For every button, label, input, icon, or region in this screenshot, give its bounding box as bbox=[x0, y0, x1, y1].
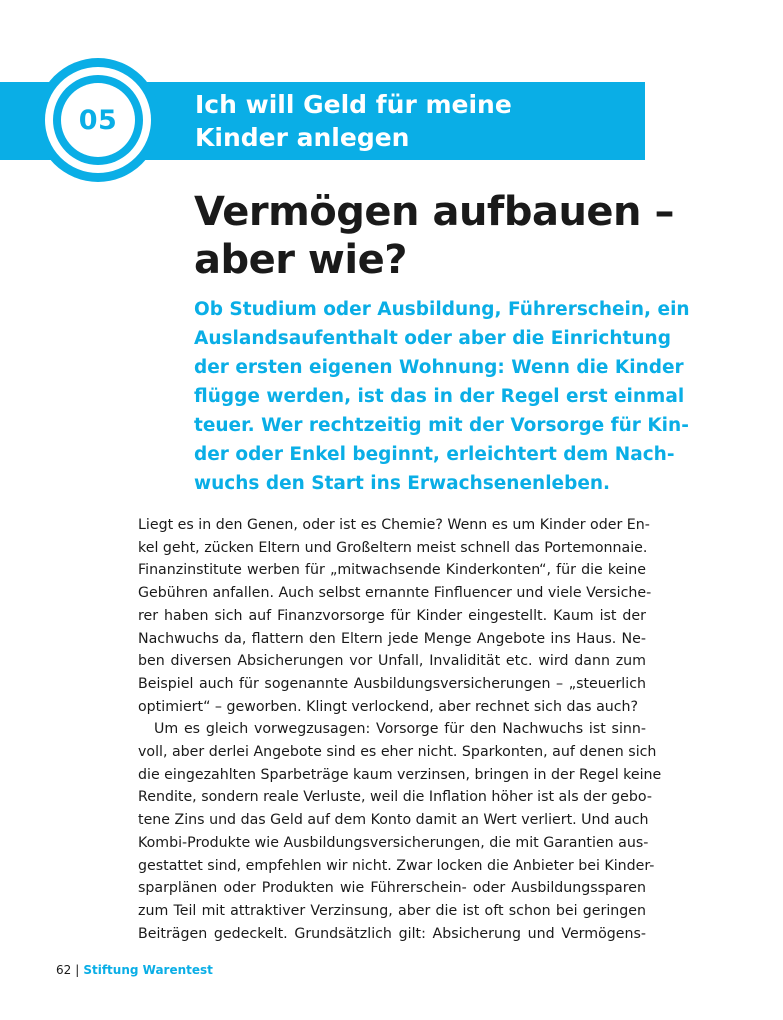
chapter-number: 05 bbox=[78, 104, 118, 136]
body-line: Kombi-Produkte wie Ausbildungsversicherungen, die mit Garantien aus- bbox=[138, 834, 649, 851]
lead-line: der ersten eigenen Wohnung: Wenn die Kinder bbox=[194, 357, 684, 378]
body-line: Liegt es in den Genen, oder ist es Chemie? Wenn es um Kinder oder En- bbox=[138, 517, 650, 533]
body-line: Beiträgen gedeckelt. Grundsätzlich gilt: Absicherung und Vermögens- bbox=[138, 925, 646, 942]
body-line: Gebühren anfallen. Auch selbst ernannte Finfluencer und viele Versiche- bbox=[138, 585, 652, 602]
lead-line: Ob Studium oder Ausbildung, Führerschein, ein bbox=[194, 299, 690, 320]
chapter-badge bbox=[36, 58, 160, 182]
body-line: die eingezahlten Sparbeträge kaum verzinsen, bringen in der Regel keine bbox=[138, 766, 662, 783]
chapter-title-line: Ich will Geld für meine bbox=[195, 90, 512, 119]
chapter-title-line: Kinder anlegen bbox=[195, 123, 410, 152]
lead-line: wuchs den Start ins Erwachsenenleben. bbox=[194, 473, 611, 494]
chapter-title bbox=[195, 88, 635, 154]
page-footer bbox=[56, 963, 213, 977]
lead-line: flügge werden, ist das in der Regel erst einmal bbox=[194, 386, 685, 407]
lead-line: teuer. Wer rechtzeitig mit der Vorsorge für Kin- bbox=[194, 415, 689, 436]
body-line: sparplänen oder Produkten wie Führerschein- oder Ausbildungssparen bbox=[138, 880, 646, 897]
publisher-name: Stiftung Warentest bbox=[83, 963, 213, 977]
body-line: ben diversen Absicherungen vor Unfall, Invalidität etc. wird dann zum bbox=[138, 653, 646, 670]
body-line: Um es gleich vorwegzusagen: Vorsorge für den Nachwuchs ist sinn- bbox=[154, 721, 646, 738]
body-line: Finanzinstitute werben für „mitwachsende Kinderkonten“, für die keine bbox=[138, 562, 646, 579]
body-line: Nachwuchs da, flattern den Eltern jede Menge Angebote ins Haus. Ne- bbox=[138, 630, 646, 647]
body-line: tene Zins und das Geld auf dem Konto damit an Wert verliert. Und auch bbox=[138, 812, 649, 829]
headline-line: Vermögen aufbauen – bbox=[194, 189, 674, 235]
page-headline bbox=[194, 188, 674, 284]
footer-separator: | bbox=[75, 963, 80, 977]
body-line: optimiert“ – geworben. Klingt verlockend, aber rechnet sich das auch? bbox=[138, 698, 639, 715]
body-line: zum Teil mit attraktiver Verzinsung, aber die ist oft schon bei geringen bbox=[138, 902, 646, 919]
body-line: rer haben sich auf Finanzvorsorge für Kinder eingestellt. Kaum ist der bbox=[138, 607, 646, 624]
page-number: 62 bbox=[56, 963, 72, 977]
lead-paragraph bbox=[194, 295, 690, 498]
body-text bbox=[138, 514, 662, 945]
body-line: kel geht, zücken Eltern und Großeltern meist schnell das Portemonnaie. bbox=[138, 539, 648, 556]
body-line: Beispiel auch für sogenannte Ausbildungsversicherungen – „steuerlich bbox=[138, 675, 646, 692]
headline-line: aber wie? bbox=[194, 237, 407, 283]
lead-line: der oder Enkel beginnt, erleichtert dem Nach- bbox=[194, 444, 675, 465]
body-line: gestattet sind, empfehlen wir nicht. Zwar locken die Anbieter bei Kinder- bbox=[138, 857, 655, 874]
lead-line: Auslandsaufenthalt oder aber die Einrichtung bbox=[194, 328, 671, 349]
body-line: Rendite, sondern reale Verluste, weil die Inflation höher ist als der gebo- bbox=[138, 789, 652, 806]
body-line: voll, aber derlei Angebote sind es eher nicht. Sparkonten, auf denen sich bbox=[138, 744, 657, 761]
